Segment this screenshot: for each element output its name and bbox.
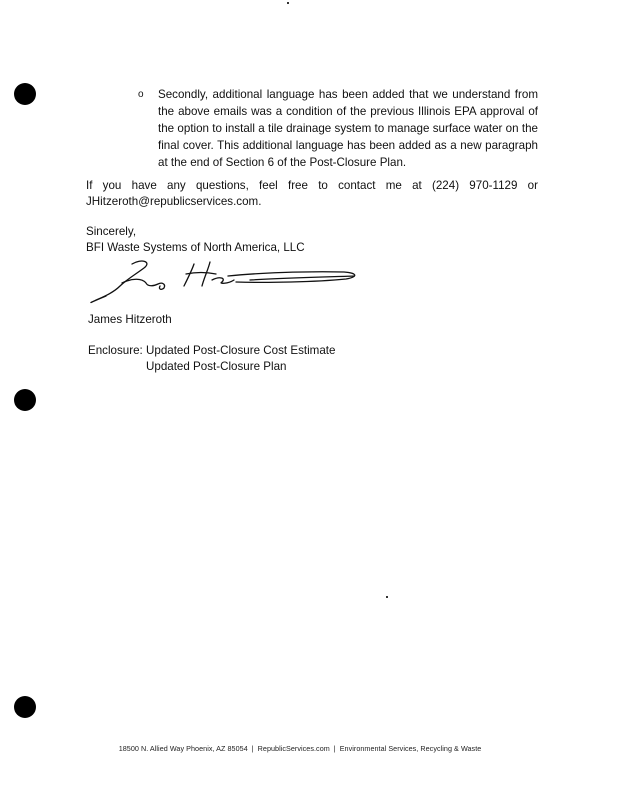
binder-hole-top [14, 83, 36, 105]
contact-paragraph: If you have any questions, feel free to contact me at (224) 970-1129 or JHitzeroth@republicservices.com. [86, 179, 538, 208]
enclosure-item: Updated Post-Closure Cost Estimate [146, 344, 336, 357]
company-name: BFI Waste Systems of North America, LLC [86, 241, 305, 254]
footer-website: RepublicServices.com [257, 744, 330, 753]
enclosure-block [88, 343, 335, 375]
binder-hole-middle [14, 389, 36, 411]
bullet-text: Secondly, additional language has been added that we understand from the above emails was a condition of the previous Illinois EPA approval of the option to install a tile drainage system to manage surface water on the final cover. This additional language has been added as a new paragraph at the end of Section 6 of the Post-Closure Plan. [158, 88, 538, 169]
enclosure-label: Enclosure: [88, 344, 143, 357]
page-footer [0, 744, 600, 753]
scan-speck [386, 596, 388, 598]
scan-speck [287, 2, 289, 4]
bullet-item [138, 86, 538, 171]
signer-name: James Hitzeroth [88, 313, 172, 326]
enclosure-item: Updated Post-Closure Plan [146, 360, 287, 373]
footer-address: 18500 N. Allied Way Phoenix, AZ 85054 [118, 744, 248, 753]
bullet-marker: o [138, 89, 144, 100]
handwritten-signature [86, 256, 366, 308]
binder-hole-bottom [14, 696, 36, 718]
footer-separator: | [333, 744, 336, 753]
footer-separator: | [251, 744, 254, 753]
closing-block [86, 224, 305, 256]
footer-tagline: Environmental Services, Recycling & Waste [339, 744, 482, 753]
salutation: Sincerely, [86, 225, 137, 238]
